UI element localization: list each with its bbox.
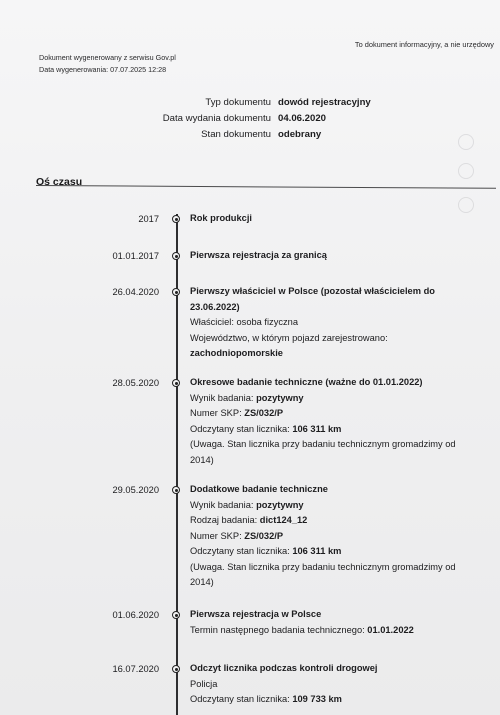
timeline-dot-icon xyxy=(172,215,180,223)
event-body xyxy=(190,664,480,708)
document-type-row xyxy=(0,97,500,113)
event-body xyxy=(190,214,480,227)
timeline-dot-icon xyxy=(172,611,180,619)
detail-value: ZS/032/P xyxy=(244,530,284,541)
detail-label: Odczytany stan licznika: xyxy=(190,546,290,556)
timeline-dot-icon xyxy=(172,486,180,494)
issue-date-row xyxy=(0,113,500,129)
event-body xyxy=(190,251,480,264)
generation-info xyxy=(39,52,176,76)
event-date: 01.06.2020 xyxy=(112,610,159,620)
detail-label: Rodzaj badania: xyxy=(190,515,258,525)
detail-label: Właściciel: xyxy=(190,317,234,327)
detail-label: Odczytany stan licznika: xyxy=(190,694,290,704)
detail-value: pozytywny xyxy=(256,499,304,510)
event-body xyxy=(190,610,480,638)
timeline-dot-icon xyxy=(172,288,180,296)
detail-value: osoba fizyczna xyxy=(236,317,298,327)
detail-label: Województwo, w którym pojazd zarejestrowano: xyxy=(190,332,388,343)
event-title: Okresowe badanie techniczne (ważne do 01.01.2022) xyxy=(190,377,423,387)
event-title: Pierwsza rejestracja w Polsce xyxy=(190,609,322,619)
detail-value: pozytywny xyxy=(256,392,304,403)
event-title: Pierwszy właściciel w Polsce (pozostał właścicielem do 23.06.2022) xyxy=(190,286,435,312)
event-detail-line xyxy=(190,346,480,362)
detail-note: (Uwaga. Stan licznika przy badaniu technicznym gromadzimy od 2014) xyxy=(190,561,456,587)
detail-label: Policja xyxy=(190,678,218,689)
event-detail-line xyxy=(190,560,480,591)
generated-date-line xyxy=(39,64,176,76)
detail-label: Odczytany stan licznika: xyxy=(190,423,290,434)
detail-value: 106 311 km xyxy=(292,546,342,556)
section-divider xyxy=(36,185,496,189)
event-detail-line xyxy=(190,437,480,468)
detail-note: (Uwaga. Stan licznika przy badaniu technicznym gromadzimy od 2014) xyxy=(190,439,456,465)
bleed-through-icon xyxy=(458,163,474,179)
event-date: 29.05.2020 xyxy=(112,485,159,495)
event-detail-line xyxy=(190,677,480,693)
event-date: 16.07.2020 xyxy=(112,664,159,674)
detail-label: Numer SKP: xyxy=(190,408,242,418)
event-detail-line xyxy=(190,391,480,407)
event-detail-line xyxy=(190,513,480,529)
detail-value: 109 733 km xyxy=(292,694,342,704)
detail-label: Wynik badania: xyxy=(190,499,254,510)
document-type-label: Typ dokumentu xyxy=(205,97,271,108)
event-detail-line xyxy=(190,422,480,438)
generated-by-text: Dokument wygenerowany z serwisu Gov.pl xyxy=(39,53,176,62)
detail-value: dict124_12 xyxy=(259,515,308,525)
info-notice: To dokument informacyjny, a nie urzędowy xyxy=(354,40,494,49)
event-body xyxy=(190,485,480,591)
timeline-dot-icon xyxy=(172,665,180,673)
document-status-label: Stan dokumentu xyxy=(201,129,271,140)
event-detail-line xyxy=(190,406,480,422)
document-status-row xyxy=(0,129,500,145)
event-title: Rok produkcji xyxy=(190,213,252,223)
event-title: Pierwsza rejestracja za granicą xyxy=(190,250,327,260)
document-info xyxy=(0,97,500,145)
document-status-value: odebrany xyxy=(278,129,322,140)
event-detail-line xyxy=(190,692,480,708)
event-body xyxy=(190,378,480,468)
event-detail-line xyxy=(190,623,480,639)
event-date: 26.04.2020 xyxy=(112,287,159,297)
event-title: Odczyt licznika podczas kontroli drogowej xyxy=(190,663,378,673)
event-detail-line xyxy=(190,544,480,560)
detail-value: zachodniopomorskie xyxy=(190,348,283,358)
detail-label: Termin następnego badania technicznego: xyxy=(190,624,365,635)
bleed-through-icon xyxy=(458,134,474,150)
detail-label: Wynik badania: xyxy=(190,392,254,403)
detail-value: 01.01.2022 xyxy=(367,624,414,635)
timeline-dot-icon xyxy=(172,379,180,387)
generated-date-value: 07.07.2025 12:28 xyxy=(110,65,167,74)
issue-date-value: 04.06.2020 xyxy=(278,113,327,124)
event-date: 28.05.2020 xyxy=(112,378,159,388)
document-type-value: dowód rejestracyjny xyxy=(278,97,371,108)
issue-date-label: Data wydania dokumentu xyxy=(162,113,271,124)
detail-value: 106 311 km xyxy=(292,423,342,434)
event-detail-line xyxy=(190,331,480,347)
event-detail-line xyxy=(190,498,480,514)
event-date: 2017 xyxy=(138,214,159,224)
event-title: Dodatkowe badanie techniczne xyxy=(190,484,328,494)
event-body xyxy=(190,287,480,362)
event-date: 01.01.2017 xyxy=(112,251,159,261)
generated-date-label: Data wygenerowania: xyxy=(39,65,109,74)
detail-label: Numer SKP: xyxy=(190,530,242,541)
event-detail-line xyxy=(190,529,480,545)
detail-value: ZS/032/P xyxy=(244,408,284,418)
timeline-dot-icon xyxy=(172,252,180,260)
event-detail-line xyxy=(190,315,480,331)
section-title: Oś czasu xyxy=(36,176,83,188)
